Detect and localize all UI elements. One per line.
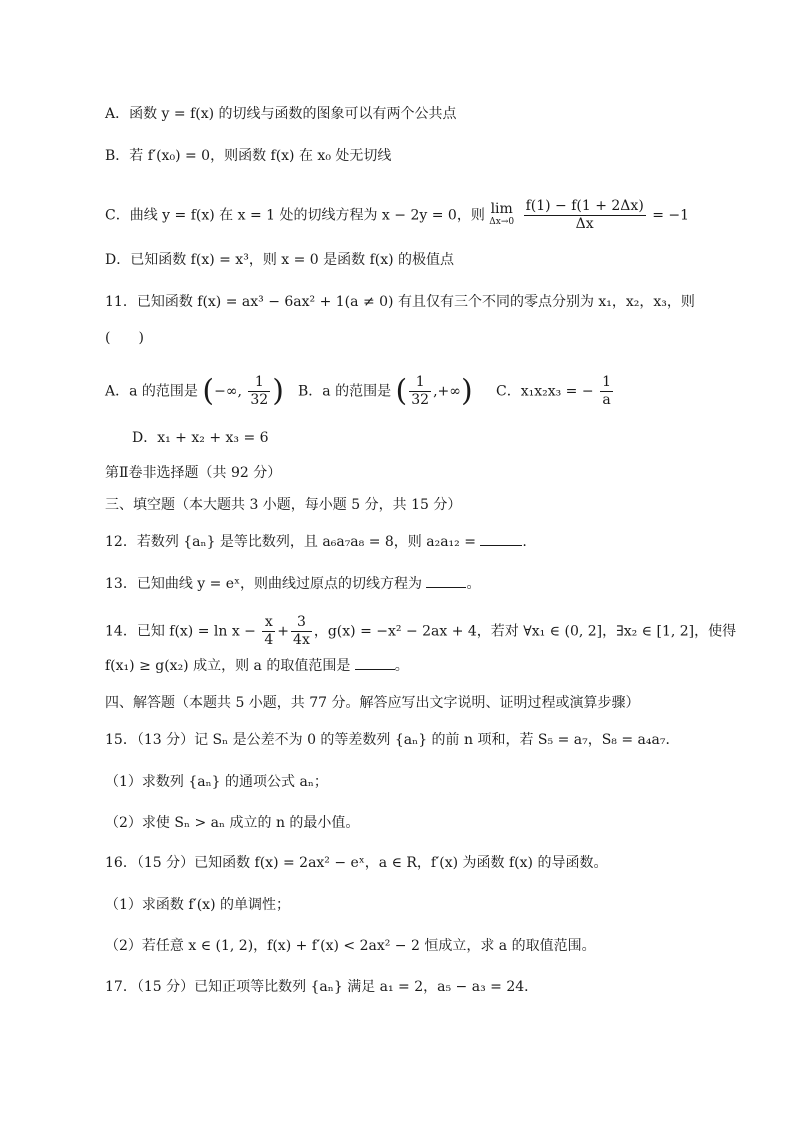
option-10b: B．若 f′(x₀) = 0，则函数 f(x) 在 x₀ 处无切线 <box>105 148 392 164</box>
option-10c-tail: = −1 <box>652 207 690 224</box>
fraction-3-over-4x <box>291 614 312 649</box>
option-10c-text: C．曲线 y = f(x) 在 x = 1 处的切线方程为 x − 2y = 0，则 <box>105 207 485 224</box>
option-11a <box>105 374 284 409</box>
option-11b-label: B．a 的范围是 <box>298 383 392 400</box>
left-paren: ( <box>395 373 408 409</box>
limit-label: lim <box>490 200 513 217</box>
question-11-stem: 11．已知函数 f(x) = ax³ − 6ax² + 1(a ≠ 0) 有且仅有三个不同的零点分别为 x₁，x₂，x₃，则 <box>105 294 695 310</box>
left-paren: ( <box>202 373 215 409</box>
part-4-heading: 四、解答题（本题共 5 小题，共 77 分。解答应写出文字说明、证明过程或演算步骤） <box>105 695 640 711</box>
fraction-numerator: x <box>262 614 275 632</box>
question-14-end: 。 <box>394 658 409 674</box>
question-12-end: . <box>522 534 527 550</box>
question-15-part-2: （2）求使 Sₙ > aₙ 成立的 n 的最小值。 <box>105 815 360 831</box>
question-16-part-1: （1）求函数 f′(x) 的单调性； <box>105 897 290 913</box>
option-11c-label: C．x₁x₂x₃ = − <box>496 383 594 400</box>
fraction-numerator: 1 <box>248 374 270 392</box>
question-13-end: 。 <box>466 576 481 592</box>
right-paren: ) <box>460 373 473 409</box>
question-12 <box>105 532 527 552</box>
question-15-stem: 15．（13 分）记 Sₙ 是公差不为 0 的等差数列 {aₙ} 的前 n 项和，若 S₅ = a₇，S₈ = a₄a₇． <box>105 732 680 748</box>
fraction-numerator: 1 <box>409 374 431 392</box>
option-10d: D．已知函数 f(x) = x³，则 x = 0 是函数 f(x) 的极值点 <box>105 252 455 268</box>
question-14-line-2-text: f(x₁) ≥ g(x₂) 成立，则 a 的取值范围是 <box>105 658 351 674</box>
option-11a-label: A．a 的范围是 <box>105 383 198 400</box>
section-title: 第Ⅱ卷非选择题（共 92 分） <box>105 465 282 481</box>
question-16-part-2: （2）若任意 x ∈ (1, 2)，f(x) + f′(x) < 2ax² − 2 恒成立，求 a 的取值范围。 <box>105 938 596 954</box>
limit-subscript: Δx→0 <box>489 216 515 227</box>
question-16-stem: 16．（15 分）已知函数 f(x) = 2ax² − eˣ，a ∈ R，f′(x) 为函数 f(x) 的导函数。 <box>105 855 608 871</box>
option-11a-left: −∞, <box>214 383 242 400</box>
option-11b <box>298 374 473 409</box>
fraction-denominator: 32 <box>411 392 430 408</box>
question-13 <box>105 574 480 594</box>
question-14-line-1 <box>105 614 736 649</box>
option-10c <box>105 198 689 233</box>
fraction-denominator: 32 <box>250 392 269 408</box>
right-paren: ) <box>272 373 284 409</box>
answer-blank <box>355 669 395 670</box>
fraction-denominator: 4x <box>293 632 310 648</box>
question-14-line-2 <box>105 656 409 676</box>
part-3-heading: 三、填空题（本大题共 3 小题，每小题 5 分，共 15 分） <box>105 497 462 513</box>
fraction-numerator: 3 <box>291 614 312 632</box>
option-11c <box>496 374 615 409</box>
question-15-part-1: （1）求数列 {aₙ} 的通项公式 aₙ； <box>105 774 328 790</box>
question-14-pre: 14．已知 f(x) = ln x − <box>105 623 256 640</box>
option-11a-fraction <box>248 374 270 409</box>
answer-blank <box>426 587 466 588</box>
answer-parentheses: ( ) <box>105 330 144 346</box>
fraction-denominator: Δx <box>575 216 594 232</box>
plus-sign: + <box>277 623 290 640</box>
fraction-denominator: 4 <box>264 632 274 648</box>
option-11c-fraction <box>600 374 613 409</box>
question-14-post: ，g(x) = −x² − 2ax + 4，若对 ∀x₁ ∈ (0, 2]，∃x₂ ∈ [1, 2]，使得 <box>313 623 737 640</box>
option-11b-right: ,+∞ <box>433 383 461 400</box>
limit-fraction <box>524 198 646 233</box>
question-13-text: 13．已知曲线 y = eˣ，则曲线过原点的切线方程为 <box>105 576 423 592</box>
option-10a: A．函数 y = f(x) 的切线与函数的图象可以有两个公共点 <box>105 106 457 122</box>
option-11b-fraction <box>409 374 431 409</box>
limit-expression <box>489 200 515 229</box>
fraction-denominator: a <box>602 392 611 408</box>
fraction-numerator: f(1) − f(1 + 2Δx) <box>525 198 644 214</box>
answer-blank <box>480 545 522 546</box>
fraction-numerator: 1 <box>602 374 611 390</box>
question-12-text: 12．若数列 {aₙ} 是等比数列，且 a₆a₇a₈ = 8，则 a₂a₁₂ = <box>105 534 476 550</box>
question-17-stem: 17．（15 分）已知正项等比数列 {aₙ} 满足 a₁ = 2，a₅ − a₃ = 24． <box>105 979 539 995</box>
fraction-x-over-4 <box>262 614 275 649</box>
option-11d: D．x₁ + x₂ + x₃ = 6 <box>132 430 269 446</box>
